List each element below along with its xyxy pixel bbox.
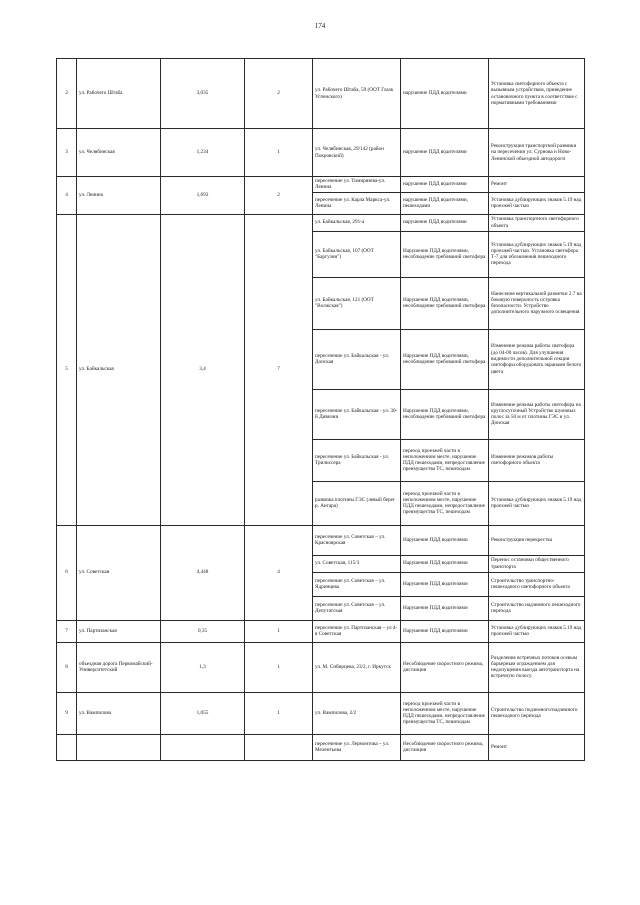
row-index: 2 xyxy=(57,59,77,129)
measure-cell: Разделение встречных потоков осевым барьерным ограждением для недопущения выезда автотранспорта на встречную полосу. xyxy=(489,642,585,692)
street-name: ул. Ленина xyxy=(77,177,161,215)
violation-cell: Нарушение ПДД водителями, несоблюдение требований светофора xyxy=(401,389,489,439)
accident-count xyxy=(245,734,313,760)
location-cell: ул. Вампилова, 2/2 xyxy=(313,692,401,734)
length-value xyxy=(161,734,245,760)
violation-cell: нарушение ПДД водителями, пешеходами xyxy=(401,192,489,214)
location-cell: развязка плотины ГЭС (левый берег р. Ангара) xyxy=(313,481,401,525)
page-number: 174 xyxy=(314,22,326,30)
measure-cell: Изменение режима работы светофора (до 04-00 часов). Для улучшения видимости дополнительной секции светофоры оборудовать экранами белого цвета xyxy=(489,329,585,389)
location-cell: пересечение ул. Байкальская - ул. 30-й Дивизии xyxy=(313,389,401,439)
location-cell: пересечение ул. Байкальская - ул. Трилиссера xyxy=(313,439,401,481)
measure-cell: Установка дублирующих знаков 5.19 над проезжей частью xyxy=(489,620,585,642)
row-index: 7 xyxy=(57,620,77,642)
location-cell: пересечение ул. Партизанская – ул 4-я Советская xyxy=(313,620,401,642)
location-cell: пересечение ул. Советская – ул. Красноярская xyxy=(313,525,401,555)
row-index: 4 xyxy=(57,177,77,215)
street-name: ул. Рабочего Штаба xyxy=(77,59,161,129)
length-value: 1,693 xyxy=(161,177,245,215)
location-cell: пересечение ул. Лермонтова – ул. Мелентьева xyxy=(313,734,401,760)
street-name: ул. Вампилова xyxy=(77,692,161,734)
violation-cell: нарушение ПДД водителями xyxy=(401,129,489,177)
length-value: 1,234 xyxy=(161,129,245,177)
row-index: 5 xyxy=(57,214,77,525)
accident-count: 2 xyxy=(245,177,313,215)
violation-cell: Нарушение ПДД водителями xyxy=(401,555,489,572)
accident-count: 1 xyxy=(245,129,313,177)
street-name xyxy=(77,734,161,760)
location-cell: ул. Рабочего Штаба, 59 (ООТ Глазк Успенского) xyxy=(313,59,401,129)
row-index: 9 xyxy=(57,692,77,734)
measure-cell: Строительство транспортно-пешеходного светофорного объекта xyxy=(489,572,585,596)
table-row xyxy=(57,177,585,193)
violation-cell: Нарушение ПДД водителями, несоблюдение требований светофора xyxy=(401,277,489,329)
road-safety-table xyxy=(56,58,585,761)
measure-cell: Изменение режимов работы светофорного объекта xyxy=(489,439,585,481)
accident-count: 1 xyxy=(245,692,313,734)
accident-count: 7 xyxy=(245,214,313,525)
table-row xyxy=(57,692,585,734)
street-name: ул. Советская xyxy=(77,525,161,620)
accident-count: 4 xyxy=(245,525,313,620)
violation-cell: Нарушение ПДД водителями, несоблюдение требований светофора xyxy=(401,329,489,389)
violation-cell: Нарушение ПДД водителями xyxy=(401,572,489,596)
measure-cell: Перенос остановки общественного транспорта xyxy=(489,555,585,572)
length-value: 0,35 xyxy=(161,620,245,642)
row-index: 3 xyxy=(57,129,77,177)
street-name: ул. Партизанская xyxy=(77,620,161,642)
table-row xyxy=(57,214,585,231)
violation-cell: нарушение ПДД водителями xyxy=(401,177,489,193)
location-cell: ул. Байкальская, 121 (ООТ "Волжская") xyxy=(313,277,401,329)
measure-cell: Установка дублирующих знаков 5.19 над проезжей частью. Установка светофора Т-7 для обозначения пешеходного перехода xyxy=(489,231,585,277)
location-cell: ул. Байкальская, 291-а xyxy=(313,214,401,231)
violation-cell: Нарушение ПДД водителями xyxy=(401,525,489,555)
violation-cell: переход проезжей части в неположенном месте, нарушение ПДД пешеходами, непредоставление преимущества ТС, пешеходам xyxy=(401,692,489,734)
measure-cell: Строительство надземного пешеходного перехода xyxy=(489,596,585,620)
table-row xyxy=(57,642,585,692)
length-value: 4,448 xyxy=(161,525,245,620)
violation-cell: Несоблюдение скоростного режима, дистанции xyxy=(401,642,489,692)
measure-cell: Нанесение вертикальной разметки 2.7 на боковую поверхность островка безопасности. Устройство дополнительного наружного освещения xyxy=(489,277,585,329)
location-cell: пересечение ул. Байкальская - ул. Донская xyxy=(313,329,401,389)
street-name: объездная дорога Первомайский-Университетский xyxy=(77,642,161,692)
measure-cell: Реконструкция транспортной развязки на пересечении ул. Сурнова и Ново-Ленинской объездной автодороги xyxy=(489,129,585,177)
location-cell: пересечение ул. Карла Маркса-ул. Ленина xyxy=(313,192,401,214)
measure-cell: Ремонт xyxy=(489,734,585,760)
length-value: 1,055 xyxy=(161,692,245,734)
violation-cell: Нарушение ПДД водителями xyxy=(401,620,489,642)
length-value: 3,035 xyxy=(161,59,245,129)
measure-cell: Установка светофорного объекта с вызывным устройством, приведение остановочного пункта в соответствие с нормативными требованиями xyxy=(489,59,585,129)
measure-cell: Реконструкция перекрестка xyxy=(489,525,585,555)
row-index: 6 xyxy=(57,525,77,620)
measure-cell: Установка транспортного светофорного объекта xyxy=(489,214,585,231)
violation-cell: Несоблюдение скоростного режима, дистанции xyxy=(401,734,489,760)
violation-cell: переход проезжей части в неположенном месте, нарушение ПДД пешеходами, непредоставление преимущества ТС, пешеходам xyxy=(401,481,489,525)
violation-cell: нарушение ПДД водителями xyxy=(401,59,489,129)
location-cell: пересечение ул. Тимирязева-ул. Ленина xyxy=(313,177,401,193)
table-row xyxy=(57,734,585,760)
location-cell: ул. М. Сибирцева, 23/2, г. Иркутск xyxy=(313,642,401,692)
length-value: 1,3 xyxy=(161,642,245,692)
street-name: ул. Челябинская xyxy=(77,129,161,177)
location-cell: пересечение ул. Советская – ул. Депутатская xyxy=(313,596,401,620)
violation-cell: Нарушение ПДД водителями, несоблюдение требований светофора xyxy=(401,231,489,277)
table-row xyxy=(57,525,585,555)
accident-count: 1 xyxy=(245,642,313,692)
location-cell: ул. Челябинская, 29/142 (район Покровский) xyxy=(313,129,401,177)
row-index: 8 xyxy=(57,642,77,692)
measure-cell: Ремонт xyxy=(489,177,585,193)
measure-cell: Строительство подземного/надземного пешеходного перехода xyxy=(489,692,585,734)
location-cell: пересечение ул. Советская – ул. Ядринцева xyxy=(313,572,401,596)
table-row xyxy=(57,620,585,642)
measure-cell: Установка дублирующих знаков 5.19 над проезжей частью xyxy=(489,481,585,525)
measure-cell: Изменение режима работы светофора на круглосуточный Устройство шумовых полос за 50 м от плотины ГЭС и ул. Донская xyxy=(489,389,585,439)
accident-count: 2 xyxy=(245,59,313,129)
row-index xyxy=(57,734,77,760)
street-name: ул. Байкальская xyxy=(77,214,161,525)
violation-cell: Нарушение ПДД водителями xyxy=(401,596,489,620)
measure-cell: Установка дублирующих знаков 5.19 над проезжей частью xyxy=(489,192,585,214)
location-cell: ул. Советская, 115/3 xyxy=(313,555,401,572)
violation-cell: переход проезжей части в неположенном месте, нарушение ПДД пешеходами, непредоставление преимущества ТС, пешеходам xyxy=(401,439,489,481)
table-row xyxy=(57,129,585,177)
accident-count: 1 xyxy=(245,620,313,642)
length-value: 3,4 xyxy=(161,214,245,525)
table-row xyxy=(57,59,585,129)
location-cell: ул. Байкальская, 107 (ООТ "Баргузин") xyxy=(313,231,401,277)
violation-cell: нарушение ПДД водителями xyxy=(401,214,489,231)
